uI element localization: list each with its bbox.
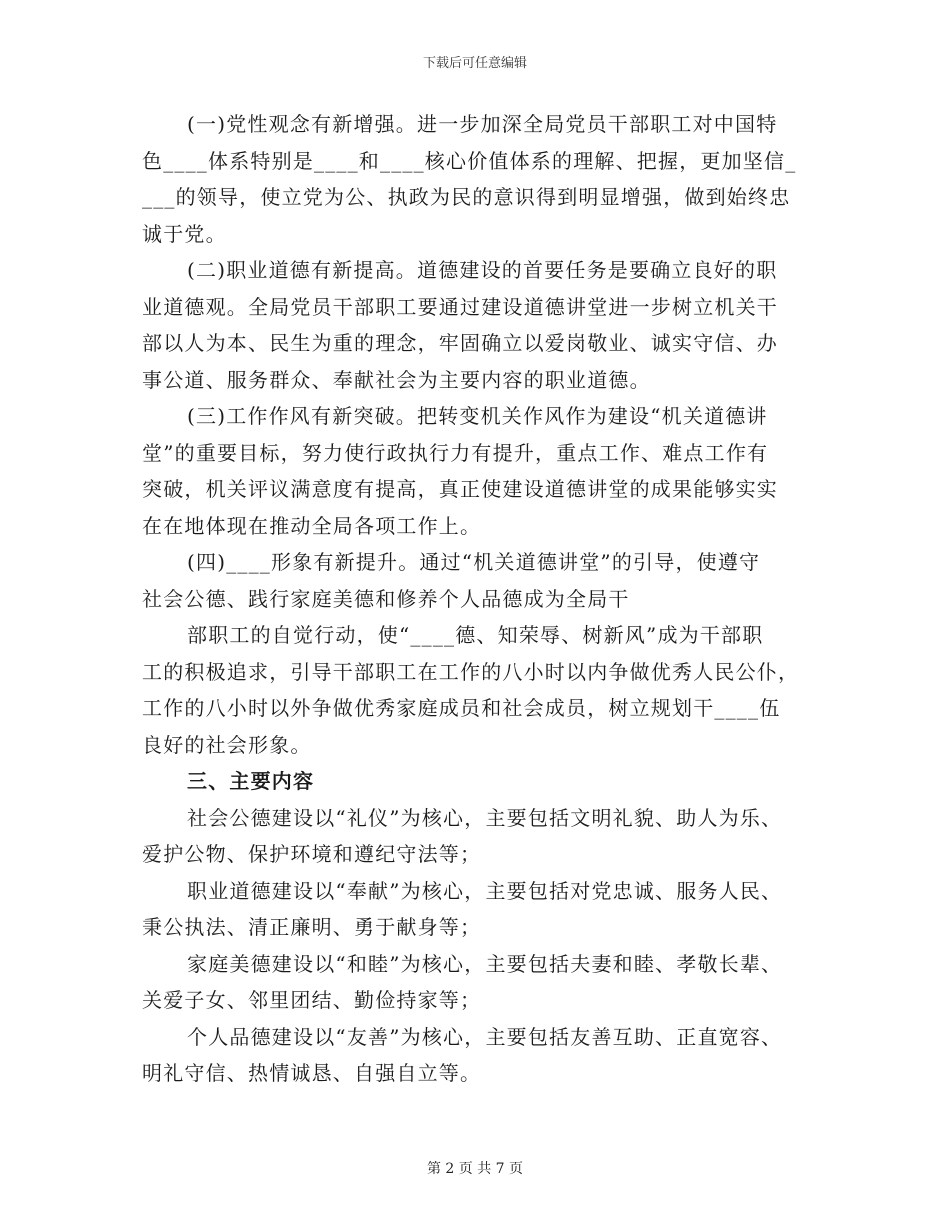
text-line: 明礼守信、热情诚恳、自强自立等。 bbox=[142, 1061, 482, 1085]
text-line: (一)党性观念有新增强。进一步加深全局党员干部职工对中国特 bbox=[187, 112, 778, 136]
text-line: ___的领导，使立党为公、执政为民的意识得到明显增强，做到始终忠 bbox=[142, 185, 791, 209]
text-line: 突破，机关评议满意度有提高，真正使建设道德讲堂的成果能够实实 bbox=[142, 477, 778, 501]
paragraph-professional-ethics bbox=[142, 252, 814, 398]
paragraph-image-improvement bbox=[142, 544, 814, 763]
page-header: 下载后可任意编辑 bbox=[422, 56, 527, 71]
section-heading: 三、主要内容 bbox=[187, 769, 315, 793]
paragraph-family-virtue bbox=[142, 946, 814, 1019]
text-line: 业道德观。全局党员干部职工要通过建设道德讲堂进一步树立机关干 bbox=[142, 294, 778, 319]
text-line: 在在地体现在推动全局各项工作上。 bbox=[142, 513, 482, 538]
text-line: 社会公德、践行家庭美德和修养个人品德成为全局干 bbox=[142, 586, 630, 611]
paragraph-work-style bbox=[142, 398, 814, 544]
text-line: 家庭美德建设以“和睦”为核心，主要包括夫妻和睦、孝敬长辈、 bbox=[187, 951, 783, 976]
text-line: (三)工作作风有新突破。把转变机关作风作为建设“机关道德讲 bbox=[187, 404, 768, 428]
paragraph-personal-character bbox=[142, 1019, 814, 1092]
text-line: 秉公执法、清正廉明、勇于献身等； bbox=[142, 915, 482, 939]
text-line: 关爱子女、邻里团结、勤俭持家等； bbox=[142, 988, 482, 1012]
text-line: 良好的社会形象。 bbox=[142, 732, 312, 757]
text-line: 部职工的自觉行动，使“____德、知荣辱、树新风”成为干部职 bbox=[187, 623, 764, 647]
text-line: 事公道、服务群众、奉献社会为主要内容的职业道德。 bbox=[142, 367, 651, 392]
text-line: (四)____形象有新提升。通过“机关道德讲堂”的引导，使遵守 bbox=[187, 550, 761, 574]
paragraph-social-morality bbox=[142, 800, 814, 873]
paragraph-professional-morality bbox=[142, 873, 814, 946]
document-body bbox=[142, 106, 814, 1092]
paragraph-party-awareness bbox=[142, 106, 814, 252]
text-line: 社会公德建设以“礼仪”为核心，主要包括文明礼貌、助人为乐、 bbox=[187, 805, 783, 830]
text-line: 诚于党。 bbox=[142, 221, 227, 246]
text-line: 职业道德建设以“奉献”为核心，主要包括对党忠诚、服务人民、 bbox=[187, 878, 783, 903]
text-line: 部以人为本、民生为重的理念，牢固确立以爱岗敬业、诚实守信、办 bbox=[142, 331, 778, 355]
text-line: 工作的八小时以外争做优秀家庭成员和社会成员，树立规划干____伍 bbox=[142, 696, 781, 720]
text-line: (二)职业道德有新提高。道德建设的首要任务是要确立良好的职 bbox=[187, 258, 778, 282]
text-line: 色____体系特别是____和____核心价值体系的理解、把握，更加坚信_ bbox=[142, 148, 797, 173]
text-line: 个人品德建设以“友善”为核心，主要包括友善互助、正直宽容、 bbox=[187, 1024, 783, 1049]
text-line: 爱护公物、保护环境和遵纪守法等； bbox=[142, 842, 482, 866]
section-heading-main-content bbox=[142, 763, 814, 800]
text-line: 工的积极追求，引导干部职工在工作的八小时以内争做优秀人民公仆， bbox=[142, 659, 800, 684]
page-number: 第 2 页 共 7 页 bbox=[426, 1161, 524, 1177]
text-line: 堂”的重要目标，努力使行政执行力有提升，重点工作、难点工作有 bbox=[142, 440, 769, 465]
